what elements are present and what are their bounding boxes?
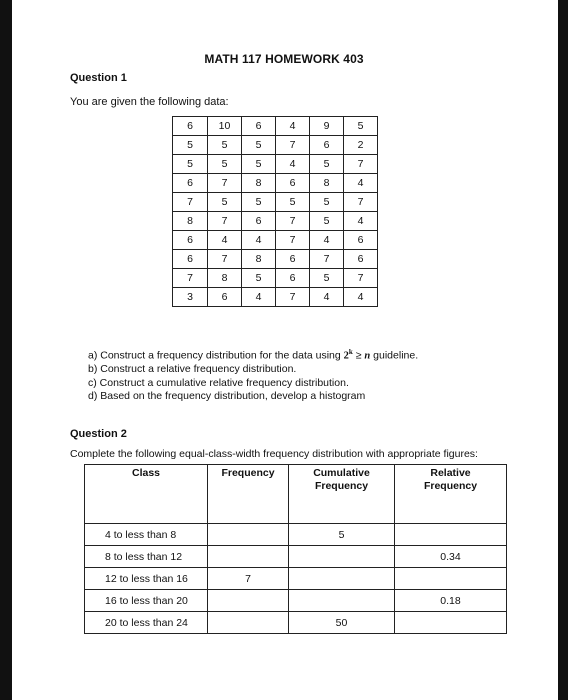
header-class-label: Class [131,467,161,479]
frequency-cell: 7 [208,568,289,590]
data-cell: 7 [344,269,378,288]
relative-cell: 0.18 [395,590,507,612]
cumulative-cell [289,546,395,568]
data-cell: 7 [310,250,344,269]
page-title: MATH 117 HOMEWORK 403 [204,52,364,66]
data-table [172,116,378,307]
class-cell: 4 to less than 8 [85,524,208,546]
question-1-intro: You are given the following data: [70,96,229,108]
data-cell: 4 [310,231,344,250]
data-cell: 5 [310,155,344,174]
frequency-cell [208,546,289,568]
relative-cell [395,568,507,590]
data-cell: 7 [276,288,310,307]
frequency-cell [208,524,289,546]
data-cell: 7 [173,193,208,212]
part-a-text: a) Construct a frequency distribution for the data using [88,349,344,362]
data-row [173,174,378,193]
part-d: d) Based on the frequency distribution, develop a histogram [88,390,366,402]
right-border [558,0,568,700]
data-cell: 6 [242,212,276,231]
data-cell: 6 [344,250,378,269]
frequency-row [85,546,507,568]
part-c: c) Construct a cumulative relative frequency distribution. [88,376,349,389]
cumulative-cell: 5 [289,524,395,546]
header-frequency-label: Frequency [221,467,275,479]
data-cell: 5 [310,193,344,212]
data-cell: 4 [344,212,378,231]
frequency-row [85,590,507,612]
question-2-heading: Question 2 [70,428,127,440]
data-cell: 5 [242,193,276,212]
header-relative-line1: Relative [430,467,471,479]
data-row [173,117,378,136]
frequency-cell [208,612,289,634]
data-row [173,136,378,155]
formula-n: n [364,350,371,362]
data-cell: 6 [344,231,378,250]
frequency-table [84,464,507,634]
data-cell: 5 [310,212,344,231]
data-cell: 10 [208,117,242,136]
formula-exponent: k [348,348,353,356]
data-cell: 5 [344,117,378,136]
question-1-parts [88,346,418,404]
data-row [173,212,378,231]
data-cell: 6 [173,117,208,136]
data-row [173,288,378,307]
header-class [85,465,208,524]
data-cell: 4 [276,155,310,174]
part-a [88,346,418,363]
relative-cell [395,612,507,634]
data-cell: 6 [242,117,276,136]
data-row [173,193,378,212]
data-cell: 5 [208,136,242,155]
data-cell: 5 [242,136,276,155]
data-cell: 3 [173,288,208,307]
data-row [173,269,378,288]
frequency-row [85,524,507,546]
left-border [0,0,12,700]
data-cell: 7 [344,193,378,212]
data-cell: 7 [276,231,310,250]
data-cell: 7 [173,269,208,288]
header-cumulative [289,465,395,524]
frequency-row [85,568,507,590]
data-cell: 4 [242,231,276,250]
data-row [173,231,378,250]
data-cell: 5 [208,155,242,174]
data-cell: 6 [173,231,208,250]
formula-relation: ≥ [352,349,365,362]
data-cell: 5 [242,155,276,174]
data-cell: 8 [208,269,242,288]
cumulative-cell [289,590,395,612]
data-cell: 4 [276,117,310,136]
relative-cell [395,524,507,546]
data-cell: 5 [242,269,276,288]
data-cell: 6 [276,174,310,193]
question-1-heading: Question 1 [70,72,127,84]
data-cell: 4 [242,288,276,307]
frequency-cell [208,590,289,612]
data-cell: 7 [208,250,242,269]
data-cell: 4 [208,231,242,250]
data-cell: 8 [310,174,344,193]
class-cell: 20 to less than 24 [85,612,208,634]
relative-cell: 0.34 [395,546,507,568]
data-cell: 2 [344,136,378,155]
data-cell: 8 [242,250,276,269]
cumulative-cell: 50 [289,612,395,634]
data-cell: 6 [276,250,310,269]
data-cell: 4 [344,288,378,307]
class-cell: 16 to less than 20 [85,590,208,612]
header-cumulative-line2: Frequency [314,480,369,492]
data-cell: 7 [208,174,242,193]
header-cumulative-line1: Cumulative [313,467,370,479]
data-cell: 5 [276,193,310,212]
data-row [173,155,378,174]
data-cell: 5 [310,269,344,288]
data-cell: 4 [344,174,378,193]
data-cell: 8 [173,212,208,231]
data-cell: 7 [344,155,378,174]
data-cell: 6 [173,250,208,269]
data-cell: 6 [276,269,310,288]
class-cell: 8 to less than 12 [85,546,208,568]
part-b: b) Construct a relative frequency distribution. [88,363,297,375]
data-cell: 7 [208,212,242,231]
data-cell: 5 [208,193,242,212]
data-cell: 7 [276,136,310,155]
formula-base: 2 [343,350,349,362]
frequency-row [85,612,507,634]
data-cell: 8 [242,174,276,193]
data-cell: 6 [208,288,242,307]
cumulative-cell [289,568,395,590]
class-cell: 12 to less than 16 [85,568,208,590]
frequency-table-header [85,465,507,524]
data-cell: 7 [276,212,310,231]
data-cell: 5 [173,155,208,174]
part-a-suffix: guideline. [370,349,419,362]
header-relative [395,465,507,524]
data-cell: 9 [310,117,344,136]
data-cell: 6 [173,174,208,193]
header-relative-line2: Frequency [423,480,478,492]
data-row [173,250,378,269]
question-2-intro: Complete the following equal-class-width frequency distribution with appropriate figures: [70,448,478,460]
data-cell: 4 [310,288,344,307]
data-cell: 5 [173,136,208,155]
header-frequency [208,465,289,524]
data-cell: 6 [310,136,344,155]
